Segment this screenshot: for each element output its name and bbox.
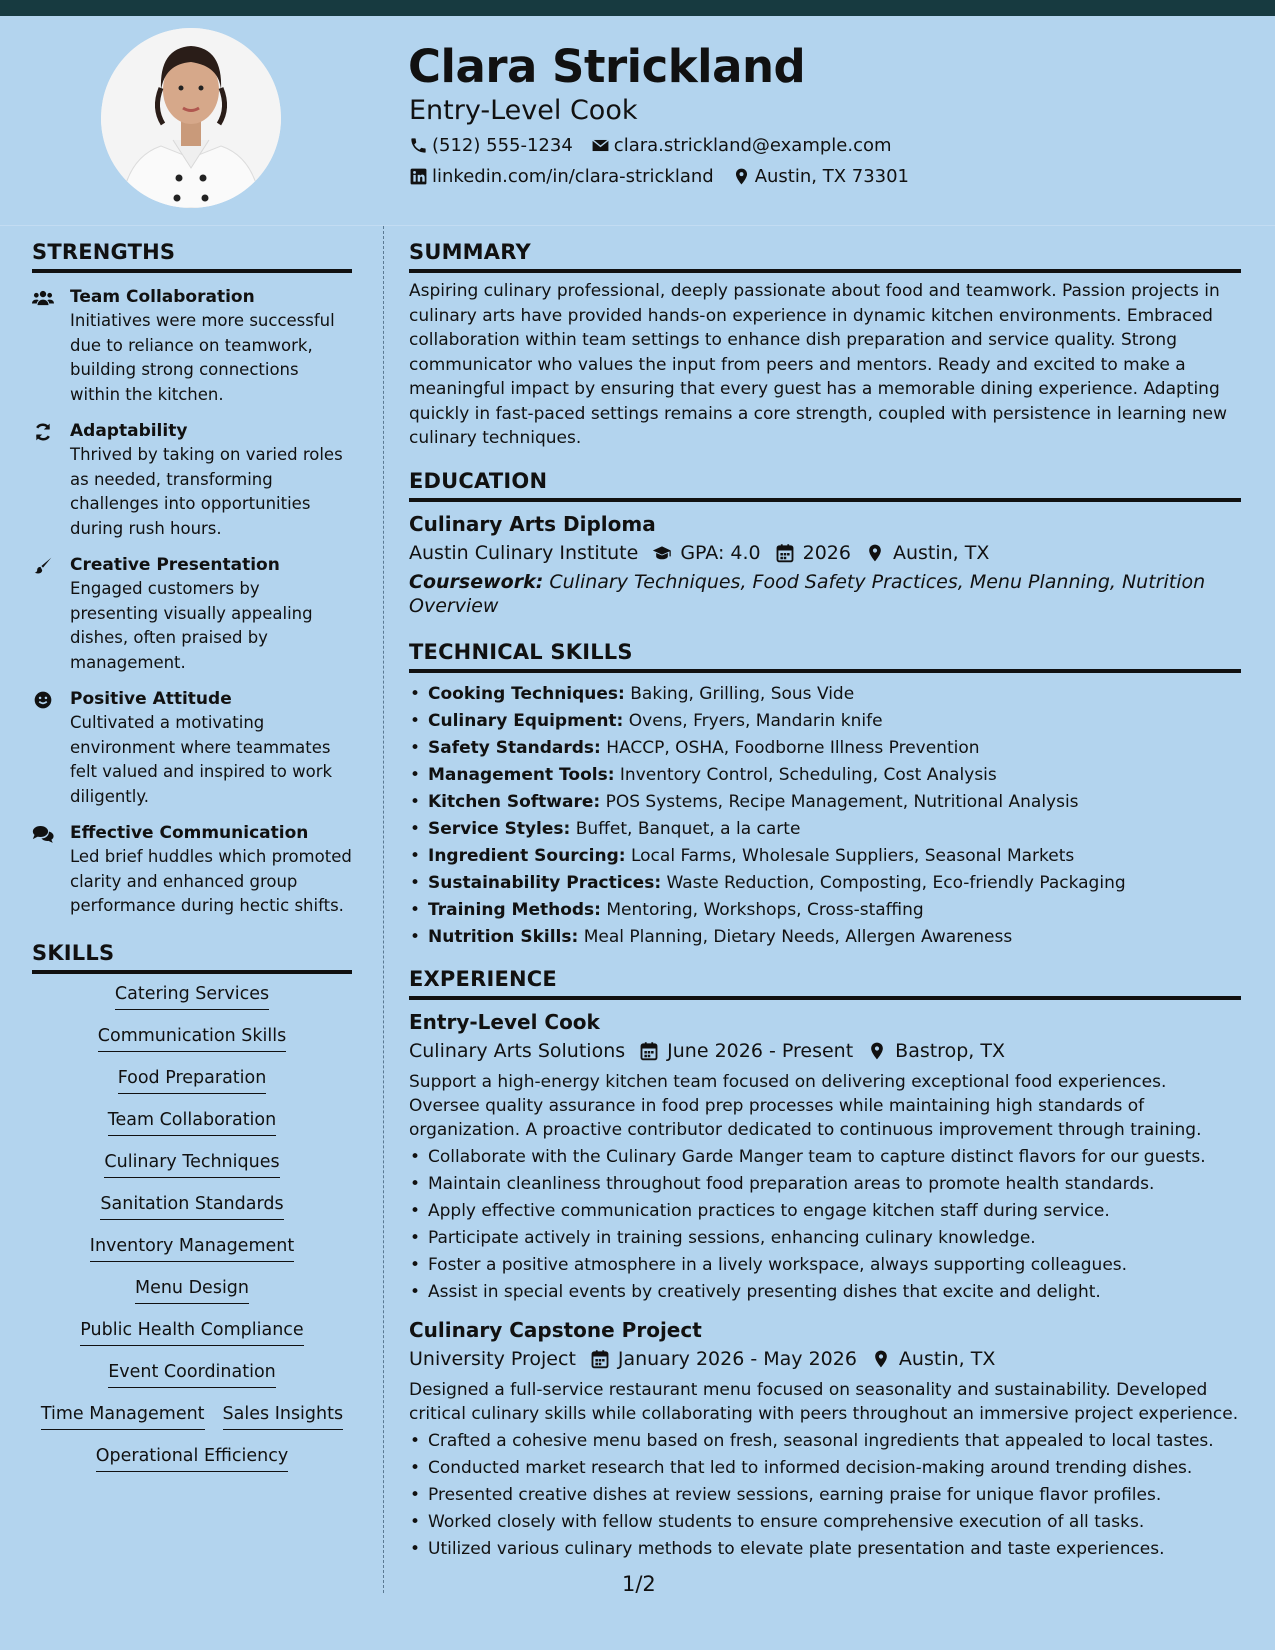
- job-title: Culinary Capstone Project: [409, 1317, 702, 1342]
- list-item: • Culinary Equipment: Ovens, Fryers, Mandarin knife: [409, 708, 1241, 735]
- left-column: [32, 240, 352, 1488]
- skills-heading: SKILLS: [32, 941, 352, 974]
- column-divider: [383, 226, 384, 1593]
- strength-desc: Led brief huddles which promoted clarity and enhanced group performance during hectic shifts.: [70, 847, 352, 915]
- list-item: • Service Styles: Buffet, Banquet, a la carte: [409, 816, 1241, 843]
- sync-icon: [32, 422, 54, 442]
- list-item: • Apply effective communication practices to engage kitchen staff during service.: [409, 1198, 1241, 1225]
- linkedin-icon: [409, 167, 428, 186]
- skills-list: [32, 984, 352, 1488]
- map-marker-icon: [865, 543, 885, 563]
- email-contact[interactable]: [591, 135, 892, 156]
- list-item: • Cooking Techniques: Baking, Grilling, Sous Vide: [409, 681, 1241, 708]
- list-item: • Foster a positive atmosphere in a lively workspace, always supporting colleagues.: [409, 1252, 1241, 1279]
- coursework-text: Culinary Techniques, Food Safety Practices, Menu Planning, Nutrition Overview: [409, 570, 1206, 617]
- phone-text: (512) 555-1234: [432, 135, 573, 156]
- job-title: Entry-Level Cook: [409, 1009, 600, 1034]
- technical-skills-list: [409, 681, 1241, 951]
- list-item: • Collaborate with the Culinary Garde Manger team to capture distinct flavors for our guests.: [409, 1144, 1241, 1171]
- candidate-role: Entry-Level Cook: [409, 95, 638, 126]
- skill-tag: Team Collaboration: [108, 1110, 276, 1136]
- contact-row-2: [409, 166, 909, 187]
- right-column: [409, 240, 1241, 1563]
- strength-desc: Engaged customers by presenting visually appealing dishes, often praised by management.: [70, 579, 313, 672]
- skill-tag: Communication Skills: [98, 1026, 286, 1052]
- job-description: Support a high-energy kitchen team focused on delivering exceptional food experiences. Oversee quality assurance in food prep processes while maintaining high standards of organization. A proactive contributor dedicated to continuous improvement through training.: [409, 1071, 1202, 1140]
- list-item: • Management Tools: Inventory Control, Scheduling, Cost Analysis: [409, 762, 1241, 789]
- list-item: • Conducted market research that led to informed decision-making around trending dishes.: [409, 1455, 1241, 1482]
- strength-desc: Initiatives were more successful due to reliance on teamwork, building strong connections within the kitchen.: [70, 311, 335, 404]
- strength-title: Adaptability: [70, 421, 188, 441]
- page-number: 1/2: [622, 1572, 656, 1596]
- phone-contact[interactable]: [409, 135, 573, 156]
- graduation-year: 2026: [802, 541, 851, 564]
- job-meta: [409, 1348, 1241, 1370]
- users-icon: [32, 288, 54, 308]
- skill-tag: Operational Efficiency: [96, 1446, 289, 1472]
- chef-portrait-image: [101, 28, 281, 208]
- strength-title: Team Collaboration: [70, 287, 255, 307]
- school-name: Austin Culinary Institute: [409, 541, 639, 564]
- degree-title: Culinary Arts Diploma: [409, 511, 656, 536]
- skill-tag: Catering Services: [115, 984, 269, 1010]
- skill-tag: Sanitation Standards: [100, 1194, 283, 1220]
- technical-skills-heading: TECHNICAL SKILLS: [409, 640, 1241, 673]
- candidate-name: Clara Strickland: [408, 40, 806, 93]
- top-bar: [0, 0, 1275, 16]
- strength-title: Positive Attitude: [70, 689, 232, 709]
- job-dates: June 2026 - Present: [667, 1039, 854, 1062]
- skill-tag: Food Preparation: [118, 1068, 267, 1094]
- map-marker-icon: [867, 1041, 887, 1061]
- list-item: • Utilized various culinary methods to elevate plate presentation and taste experiences.: [409, 1536, 1241, 1563]
- list-item: • Maintain cleanliness throughout food preparation areas to promote health standards.: [409, 1171, 1241, 1198]
- calendar-icon: [639, 1041, 659, 1061]
- skill-tag: Inventory Management: [90, 1236, 294, 1262]
- comments-icon: [32, 824, 54, 844]
- map-marker-icon: [871, 1349, 891, 1369]
- calendar-icon: [590, 1349, 610, 1369]
- school-location: Austin, TX: [892, 541, 990, 564]
- coursework: [409, 570, 1241, 618]
- strength-desc: Cultivated a motivating environment where teammates felt valued and inspired to work diligently.: [70, 713, 333, 806]
- list-item: • Sustainability Practices: Waste Reduction, Composting, Eco-friendly Packaging: [409, 870, 1241, 897]
- job-meta: [409, 1040, 1241, 1062]
- skill-tag: Menu Design: [135, 1278, 249, 1304]
- job-bullets: [409, 1428, 1241, 1563]
- education-meta: [409, 542, 1241, 564]
- location-text: Austin, TX 73301: [754, 166, 910, 187]
- job-description: Designed a full-service restaurant menu focused on seasonality and sustainability. Developed critical culinary skills while collaborating with peers throughout an immersive project experience.: [409, 1379, 1239, 1424]
- coursework-label: Coursework:: [409, 570, 544, 593]
- education-heading: EDUCATION: [409, 469, 1241, 502]
- strength-desc: Thrived by taking on varied roles as needed, transforming challenges into opportunities during rush hours.: [70, 445, 343, 538]
- summary-heading: SUMMARY: [409, 240, 1241, 273]
- company-name: Culinary Arts Solutions: [409, 1039, 626, 1062]
- skill-tag: Public Health Compliance: [80, 1320, 303, 1346]
- calendar-icon: [775, 543, 795, 563]
- strengths-heading: STRENGTHS: [32, 240, 352, 273]
- profile-photo: [101, 28, 281, 208]
- phone-icon: [409, 136, 428, 155]
- job-bullets: [409, 1144, 1241, 1306]
- linkedin-text: linkedin.com/in/clara-strickland: [432, 166, 714, 187]
- gpa-text: GPA: 4.0: [680, 541, 761, 564]
- skill-tag: Time Management: [41, 1404, 205, 1430]
- strength-item: [32, 554, 352, 675]
- list-item: • Training Methods: Mentoring, Workshops, Cross-staffing: [409, 897, 1241, 924]
- map-marker-icon: [732, 167, 751, 186]
- list-item: • Safety Standards: HACCP, OSHA, Foodborne Illness Prevention: [409, 735, 1241, 762]
- strength-item: [32, 420, 352, 541]
- graduation-cap-icon: [652, 543, 672, 563]
- strength-title: Creative Presentation: [70, 555, 280, 575]
- skill-tag: Sales Insights: [223, 1404, 344, 1430]
- email-text: clara.strickland@example.com: [613, 135, 892, 156]
- summary-text: Aspiring culinary professional, deeply passionate about food and teamwork. Passion projects in culinary arts have provided hands-on experience in dynamic kitchen environments. Embraced collaboration within team settings to enhance dish preparation and service quality. Strong communicator who values the input from peers and mentors. Ready and excited to make a meaningful impact by ensuring that every guest has a memorable dining experience. Adapting quickly in fast-paced settings remains a core strength, coupled with persistence in learning new culinary techniques.: [409, 281, 1228, 448]
- list-item: • Worked closely with fellow students to ensure comprehensive execution of all tasks.: [409, 1509, 1241, 1536]
- strength-title: Effective Communication: [70, 823, 309, 843]
- skill-tag: Event Coordination: [108, 1362, 276, 1388]
- skill-tag: Culinary Techniques: [104, 1152, 279, 1178]
- list-item: • Participate actively in training sessions, enhancing culinary knowledge.: [409, 1225, 1241, 1252]
- job-location: Bastrop, TX: [895, 1039, 1005, 1062]
- location-contact: [732, 166, 909, 187]
- list-item: • Crafted a cohesive menu based on fresh, seasonal ingredients that appealed to local tastes.: [409, 1428, 1241, 1455]
- experience-heading: EXPERIENCE: [409, 967, 1241, 1000]
- list-item: • Kitchen Software: POS Systems, Recipe Management, Nutritional Analysis: [409, 789, 1241, 816]
- list-item: • Nutrition Skills: Meal Planning, Dietary Needs, Allergen Awareness: [409, 924, 1241, 951]
- list-item: • Ingredient Sourcing: Local Farms, Wholesale Suppliers, Seasonal Markets: [409, 843, 1241, 870]
- header-divider: [0, 225, 1275, 226]
- list-item: • Assist in special events by creatively presenting dishes that excite and delight.: [409, 1279, 1241, 1306]
- contact-row-1: [409, 135, 892, 156]
- strength-item: [32, 688, 352, 809]
- strength-item: [32, 822, 352, 919]
- company-name: University Project: [409, 1347, 576, 1370]
- envelope-icon: [591, 136, 610, 155]
- job-location: Austin, TX: [898, 1347, 996, 1370]
- list-item: • Presented creative dishes at review sessions, earning praise for unique flavor profiles.: [409, 1482, 1241, 1509]
- strength-item: [32, 286, 352, 407]
- linkedin-contact[interactable]: [409, 166, 714, 187]
- paintbrush-icon: [32, 556, 54, 576]
- job-dates: January 2026 - May 2026: [617, 1347, 857, 1370]
- smile-icon: [32, 690, 54, 710]
